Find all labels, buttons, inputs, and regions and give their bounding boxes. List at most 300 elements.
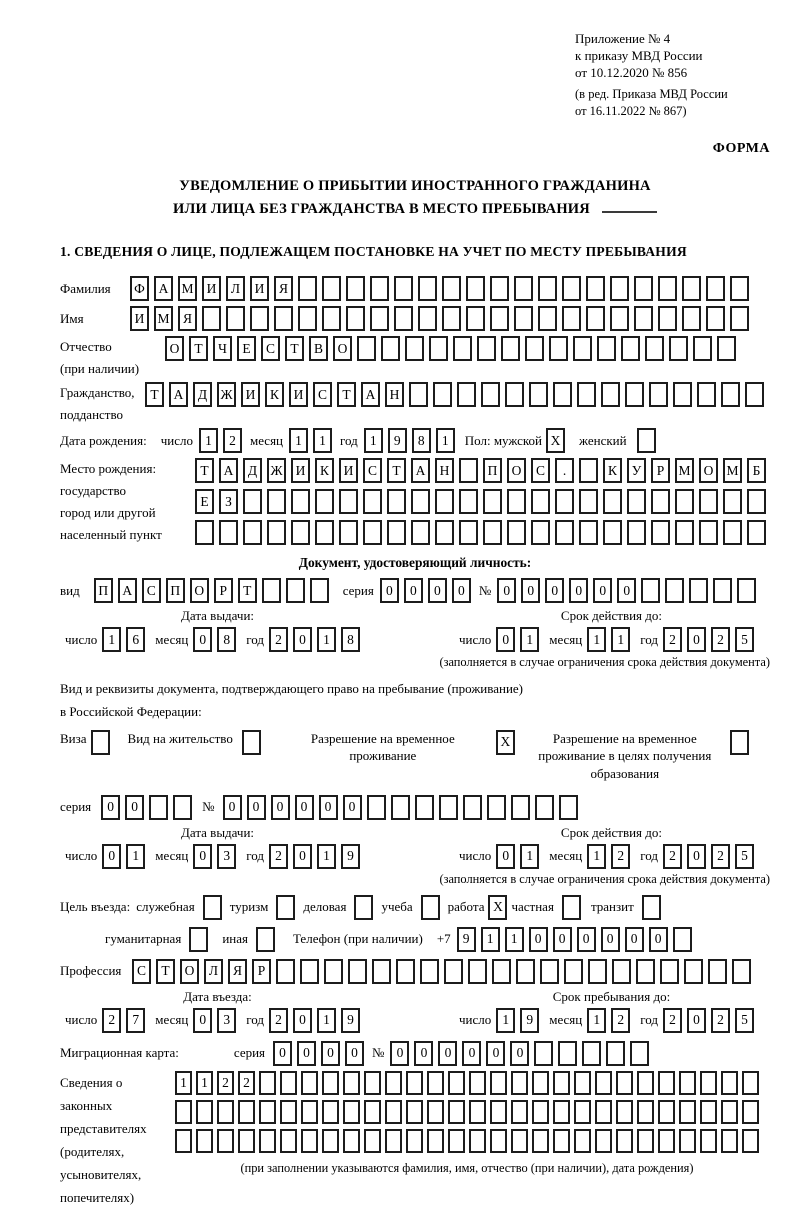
firstname-cell[interactable] [586,306,605,331]
surname-cell[interactable]: А [154,276,173,301]
migration-number-cell[interactable]: 0 [510,1041,529,1066]
birth-place-cell[interactable]: К [603,458,622,483]
surname-cell[interactable]: Я [274,276,293,301]
representatives-cell[interactable] [637,1071,654,1095]
birth-place-cell[interactable]: А [219,458,238,483]
citizenship-cell[interactable] [649,382,668,407]
firstname-cell[interactable] [418,306,437,331]
profession-cell[interactable] [348,959,367,984]
doc-series-cell[interactable]: 0 [452,578,471,603]
doc-kind-cell[interactable]: Т [238,578,257,603]
birth-place-cell[interactable] [603,489,622,514]
representatives-cell[interactable] [280,1129,297,1153]
birth-place-cell[interactable] [411,489,430,514]
gender-male-checkbox[interactable]: X [546,428,565,453]
representatives-cell[interactable] [553,1100,570,1124]
stay-number-cell[interactable] [511,795,530,820]
birth-place-cell[interactable] [627,489,646,514]
representatives-cell[interactable] [700,1071,717,1095]
citizenship-cell[interactable]: И [289,382,308,407]
representatives-cell[interactable] [490,1129,507,1153]
stay-number-cell[interactable]: 0 [319,795,338,820]
citizenship-cell[interactable]: Т [337,382,356,407]
birth-place-cell[interactable] [339,520,358,545]
representatives-cell[interactable] [259,1071,276,1095]
firstname-cell[interactable] [706,306,725,331]
doc-kind-cell[interactable]: С [142,578,161,603]
stay-until-month-cell[interactable]: 2 [611,1008,630,1033]
representatives-cell[interactable] [658,1071,675,1095]
representatives-cell[interactable] [406,1129,423,1153]
representatives-cell[interactable] [742,1071,759,1095]
profession-cell[interactable]: Я [228,959,247,984]
stay-number-cell[interactable] [535,795,554,820]
birth-place-cell[interactable] [531,489,550,514]
stay-series-cell[interactable] [173,795,192,820]
stay-series-cell[interactable]: 0 [125,795,144,820]
doc-number-cell[interactable] [737,578,756,603]
stay-issue-year-cell[interactable]: 1 [317,844,336,869]
birth-year-cell[interactable]: 9 [388,428,407,453]
stay-number-cell[interactable] [559,795,578,820]
surname-cell[interactable] [730,276,749,301]
representatives-cell[interactable] [574,1071,591,1095]
representatives-cell[interactable] [364,1100,381,1124]
stay-series-cell[interactable]: 0 [101,795,120,820]
birth-day-cell[interactable]: 2 [223,428,242,453]
patronymic-cell[interactable]: Т [189,336,208,361]
firstname-cell[interactable] [682,306,701,331]
birth-place-cell[interactable] [459,520,478,545]
representatives-cell[interactable] [469,1100,486,1124]
doc-number-cell[interactable]: 0 [521,578,540,603]
migration-series-cell[interactable]: 0 [273,1041,292,1066]
birth-place-cell[interactable] [363,489,382,514]
representatives-cell[interactable] [301,1071,318,1095]
migration-number-cell[interactable]: 0 [438,1041,457,1066]
citizenship-cell[interactable] [721,382,740,407]
patronymic-cell[interactable]: Т [285,336,304,361]
profession-cell[interactable] [492,959,511,984]
birth-place-cell[interactable]: О [699,458,718,483]
representatives-cell[interactable] [511,1100,528,1124]
stay-valid-month-cell[interactable]: 1 [587,844,606,869]
surname-cell[interactable] [418,276,437,301]
identity-valid-month-cell[interactable]: 1 [587,627,606,652]
stay-issue-day-cell[interactable]: 0 [102,844,121,869]
patronymic-cell[interactable] [405,336,424,361]
firstname-cell[interactable] [730,306,749,331]
representatives-cell[interactable] [427,1100,444,1124]
representatives-cell[interactable] [322,1129,339,1153]
firstname-cell[interactable] [562,306,581,331]
representatives-cell[interactable] [637,1100,654,1124]
birth-place-cell[interactable] [507,520,526,545]
doc-kind-cell[interactable] [310,578,329,603]
citizenship-cell[interactable]: Д [193,382,212,407]
representatives-cell[interactable] [595,1100,612,1124]
representatives-cell[interactable] [637,1129,654,1153]
profession-cell[interactable] [540,959,559,984]
entry-day-cell[interactable]: 2 [102,1008,121,1033]
representatives-cell[interactable] [658,1129,675,1153]
identity-issue-year-cell[interactable]: 0 [293,627,312,652]
doc-number-cell[interactable] [689,578,708,603]
birth-place-cell[interactable] [603,520,622,545]
identity-valid-day-cell[interactable]: 0 [496,627,515,652]
profession-cell[interactable]: Р [252,959,271,984]
representatives-cell[interactable] [616,1100,633,1124]
patronymic-cell[interactable] [381,336,400,361]
identity-valid-year-cell[interactable]: 2 [711,627,730,652]
representatives-cell[interactable] [217,1129,234,1153]
doc-kind-cell[interactable]: П [94,578,113,603]
birth-place-cell[interactable] [651,520,670,545]
birth-place-cell[interactable] [699,520,718,545]
birth-place-cell[interactable]: И [339,458,358,483]
patronymic-cell[interactable] [597,336,616,361]
doc-kind-cell[interactable]: О [190,578,209,603]
representatives-cell[interactable] [448,1100,465,1124]
firstname-cell[interactable] [346,306,365,331]
birth-place-cell[interactable]: Ж [267,458,286,483]
firstname-cell[interactable] [298,306,317,331]
temp-residence-education-checkbox[interactable] [730,730,749,755]
representatives-cell[interactable] [343,1129,360,1153]
purpose-humanitarian-checkbox[interactable] [189,927,208,952]
purpose-tourism-checkbox[interactable] [276,895,295,920]
patronymic-cell[interactable] [669,336,688,361]
representatives-cell[interactable] [742,1100,759,1124]
birth-place-cell[interactable] [651,489,670,514]
representatives-cell[interactable] [259,1100,276,1124]
doc-number-cell[interactable] [665,578,684,603]
entry-year-cell[interactable]: 9 [341,1008,360,1033]
citizenship-cell[interactable]: Ж [217,382,236,407]
doc-kind-cell[interactable] [286,578,305,603]
representatives-cell[interactable] [280,1100,297,1124]
birth-place-cell[interactable] [387,520,406,545]
firstname-cell[interactable] [250,306,269,331]
representatives-cell[interactable] [217,1100,234,1124]
birth-place-cell[interactable] [531,520,550,545]
birth-month-cell[interactable]: 1 [289,428,308,453]
representatives-cell[interactable] [448,1129,465,1153]
representatives-cell[interactable] [364,1129,381,1153]
representatives-cell[interactable] [343,1071,360,1095]
firstname-cell[interactable] [394,306,413,331]
representatives-cell[interactable] [511,1129,528,1153]
representatives-cell[interactable] [490,1071,507,1095]
doc-number-cell[interactable]: 0 [617,578,636,603]
birth-place-cell[interactable]: Т [387,458,406,483]
profession-cell[interactable] [300,959,319,984]
profession-cell[interactable] [468,959,487,984]
stay-valid-day-cell[interactable]: 0 [496,844,515,869]
representatives-cell[interactable]: 2 [238,1071,255,1095]
phone-digit-cell[interactable] [673,927,692,952]
birth-year-cell[interactable]: 1 [364,428,383,453]
purpose-study-checkbox[interactable] [421,895,440,920]
representatives-cell[interactable] [385,1100,402,1124]
birth-place-cell[interactable]: З [219,489,238,514]
patronymic-cell[interactable] [717,336,736,361]
representatives-cell[interactable] [595,1071,612,1095]
representatives-cell[interactable]: 2 [217,1071,234,1095]
representatives-cell[interactable] [532,1100,549,1124]
firstname-cell[interactable] [490,306,509,331]
stay-number-cell[interactable] [487,795,506,820]
birth-place-cell[interactable]: С [531,458,550,483]
surname-cell[interactable] [370,276,389,301]
migration-number-cell[interactable]: 0 [486,1041,505,1066]
citizenship-cell[interactable] [433,382,452,407]
birth-place-cell[interactable]: И [291,458,310,483]
stay-issue-year-cell[interactable]: 9 [341,844,360,869]
migration-number-cell[interactable]: 0 [390,1041,409,1066]
birth-place-cell[interactable] [579,489,598,514]
citizenship-cell[interactable]: Н [385,382,404,407]
profession-cell[interactable] [588,959,607,984]
birth-place-cell[interactable]: Е [195,489,214,514]
phone-digit-cell[interactable]: 0 [649,927,668,952]
doc-kind-cell[interactable] [262,578,281,603]
representatives-cell[interactable] [448,1071,465,1095]
birth-place-cell[interactable]: М [723,458,742,483]
surname-cell[interactable] [682,276,701,301]
patronymic-cell[interactable]: С [261,336,280,361]
stay-valid-year-cell[interactable]: 2 [711,844,730,869]
citizenship-cell[interactable]: И [241,382,260,407]
citizenship-cell[interactable]: А [361,382,380,407]
surname-cell[interactable] [586,276,605,301]
representatives-cell[interactable] [469,1129,486,1153]
patronymic-cell[interactable]: О [165,336,184,361]
profession-cell[interactable] [420,959,439,984]
patronymic-cell[interactable] [357,336,376,361]
phone-digit-cell[interactable]: 9 [457,927,476,952]
profession-cell[interactable] [612,959,631,984]
birth-place-cell[interactable] [339,489,358,514]
representatives-cell[interactable] [595,1129,612,1153]
surname-cell[interactable] [538,276,557,301]
stay-issue-year-cell[interactable]: 0 [293,844,312,869]
representatives-cell[interactable] [427,1071,444,1095]
stay-until-year-cell[interactable]: 0 [687,1008,706,1033]
stay-number-cell[interactable]: 0 [223,795,242,820]
representatives-cell[interactable] [259,1129,276,1153]
entry-day-cell[interactable]: 7 [126,1008,145,1033]
birth-place-cell[interactable] [219,520,238,545]
surname-cell[interactable]: М [178,276,197,301]
entry-year-cell[interactable]: 0 [293,1008,312,1033]
birth-place-cell[interactable] [291,520,310,545]
patronymic-cell[interactable] [477,336,496,361]
citizenship-cell[interactable] [457,382,476,407]
birth-place-cell[interactable] [747,520,766,545]
citizenship-cell[interactable] [697,382,716,407]
citizenship-cell[interactable]: С [313,382,332,407]
birth-place-cell[interactable] [747,489,766,514]
doc-number-cell[interactable]: 0 [569,578,588,603]
birth-place-cell[interactable]: Р [651,458,670,483]
doc-number-cell[interactable] [641,578,660,603]
stay-number-cell[interactable] [439,795,458,820]
representatives-cell[interactable] [553,1071,570,1095]
citizenship-cell[interactable] [577,382,596,407]
representatives-cell[interactable] [406,1100,423,1124]
migration-number-cell[interactable] [630,1041,649,1066]
birth-place-cell[interactable]: А [411,458,430,483]
profession-cell[interactable] [636,959,655,984]
doc-number-cell[interactable] [713,578,732,603]
identity-valid-year-cell[interactable]: 2 [663,627,682,652]
representatives-cell[interactable] [574,1100,591,1124]
patronymic-cell[interactable] [429,336,448,361]
firstname-cell[interactable] [274,306,293,331]
birth-place-cell[interactable] [387,489,406,514]
firstname-cell[interactable] [370,306,389,331]
representatives-cell[interactable] [385,1129,402,1153]
firstname-cell[interactable] [226,306,245,331]
migration-number-cell[interactable] [558,1041,577,1066]
stay-valid-year-cell[interactable]: 2 [663,844,682,869]
citizenship-cell[interactable] [601,382,620,407]
doc-series-cell[interactable]: 0 [428,578,447,603]
birth-place-cell[interactable] [315,489,334,514]
representatives-cell[interactable] [574,1129,591,1153]
representatives-cell[interactable] [364,1071,381,1095]
representatives-cell[interactable]: 1 [196,1071,213,1095]
doc-number-cell[interactable]: 0 [497,578,516,603]
identity-issue-day-cell[interactable]: 6 [126,627,145,652]
gender-female-checkbox[interactable] [637,428,656,453]
patronymic-cell[interactable] [453,336,472,361]
birth-place-cell[interactable] [267,489,286,514]
surname-cell[interactable] [658,276,677,301]
identity-issue-year-cell[interactable]: 1 [317,627,336,652]
birth-year-cell[interactable]: 8 [412,428,431,453]
patronymic-cell[interactable] [645,336,664,361]
representatives-cell[interactable] [301,1100,318,1124]
migration-number-cell[interactable] [606,1041,625,1066]
surname-cell[interactable] [634,276,653,301]
doc-series-cell[interactable]: 0 [404,578,423,603]
birth-place-cell[interactable]: У [627,458,646,483]
profession-cell[interactable] [372,959,391,984]
birth-place-cell[interactable] [675,489,694,514]
birth-place-cell[interactable] [675,520,694,545]
stay-number-cell[interactable]: 0 [247,795,266,820]
profession-cell[interactable] [276,959,295,984]
representatives-cell[interactable] [301,1129,318,1153]
stay-until-day-cell[interactable]: 9 [520,1008,539,1033]
phone-digit-cell[interactable]: 0 [625,927,644,952]
birth-place-cell[interactable]: Б [747,458,766,483]
phone-digit-cell[interactable]: 1 [481,927,500,952]
visa-checkbox[interactable] [91,730,110,755]
birth-place-cell[interactable] [267,520,286,545]
migration-series-cell[interactable]: 0 [321,1041,340,1066]
representatives-cell[interactable] [553,1129,570,1153]
representatives-cell[interactable] [469,1071,486,1095]
profession-cell[interactable] [444,959,463,984]
migration-number-cell[interactable] [582,1041,601,1066]
surname-cell[interactable]: И [202,276,221,301]
profession-cell[interactable] [324,959,343,984]
birth-place-cell[interactable] [435,489,454,514]
patronymic-cell[interactable] [621,336,640,361]
firstname-cell[interactable] [514,306,533,331]
surname-cell[interactable]: Л [226,276,245,301]
birth-place-cell[interactable]: К [315,458,334,483]
birth-place-cell[interactable]: Н [435,458,454,483]
firstname-cell[interactable] [442,306,461,331]
representatives-cell[interactable] [322,1071,339,1095]
stay-issue-day-cell[interactable]: 1 [126,844,145,869]
firstname-cell[interactable] [658,306,677,331]
stay-valid-year-cell[interactable]: 0 [687,844,706,869]
identity-issue-day-cell[interactable]: 1 [102,627,121,652]
stay-issue-month-cell[interactable]: 0 [193,844,212,869]
representatives-cell[interactable] [406,1071,423,1095]
phone-digit-cell[interactable]: 0 [553,927,572,952]
doc-number-cell[interactable]: 0 [593,578,612,603]
identity-issue-year-cell[interactable]: 8 [341,627,360,652]
surname-cell[interactable] [394,276,413,301]
patronymic-cell[interactable] [573,336,592,361]
birth-place-cell[interactable] [507,489,526,514]
birth-place-cell[interactable]: . [555,458,574,483]
representatives-cell[interactable] [679,1100,696,1124]
representatives-cell[interactable] [196,1100,213,1124]
patronymic-cell[interactable]: Ч [213,336,232,361]
profession-cell[interactable] [684,959,703,984]
stay-number-cell[interactable] [463,795,482,820]
stay-valid-month-cell[interactable]: 2 [611,844,630,869]
representatives-cell[interactable]: 1 [175,1071,192,1095]
birth-year-cell[interactable]: 1 [436,428,455,453]
representatives-cell[interactable] [700,1100,717,1124]
representatives-cell[interactable] [721,1129,738,1153]
birth-place-cell[interactable] [243,520,262,545]
profession-cell[interactable] [564,959,583,984]
representatives-cell[interactable] [616,1129,633,1153]
patronymic-cell[interactable] [549,336,568,361]
entry-month-cell[interactable]: 0 [193,1008,212,1033]
citizenship-cell[interactable] [409,382,428,407]
doc-series-cell[interactable]: 0 [380,578,399,603]
surname-cell[interactable] [514,276,533,301]
migration-number-cell[interactable] [534,1041,553,1066]
representatives-cell[interactable] [238,1129,255,1153]
citizenship-cell[interactable] [553,382,572,407]
stay-number-cell[interactable]: 0 [343,795,362,820]
surname-cell[interactable] [466,276,485,301]
representatives-cell[interactable] [385,1071,402,1095]
patronymic-cell[interactable] [525,336,544,361]
birth-place-cell[interactable] [195,520,214,545]
surname-cell[interactable]: И [250,276,269,301]
birth-place-cell[interactable]: С [363,458,382,483]
citizenship-cell[interactable]: А [169,382,188,407]
representatives-cell[interactable] [658,1100,675,1124]
representatives-cell[interactable] [679,1071,696,1095]
purpose-other-checkbox[interactable] [256,927,275,952]
surname-cell[interactable] [298,276,317,301]
stay-until-year-cell[interactable]: 2 [711,1008,730,1033]
representatives-cell[interactable] [238,1100,255,1124]
